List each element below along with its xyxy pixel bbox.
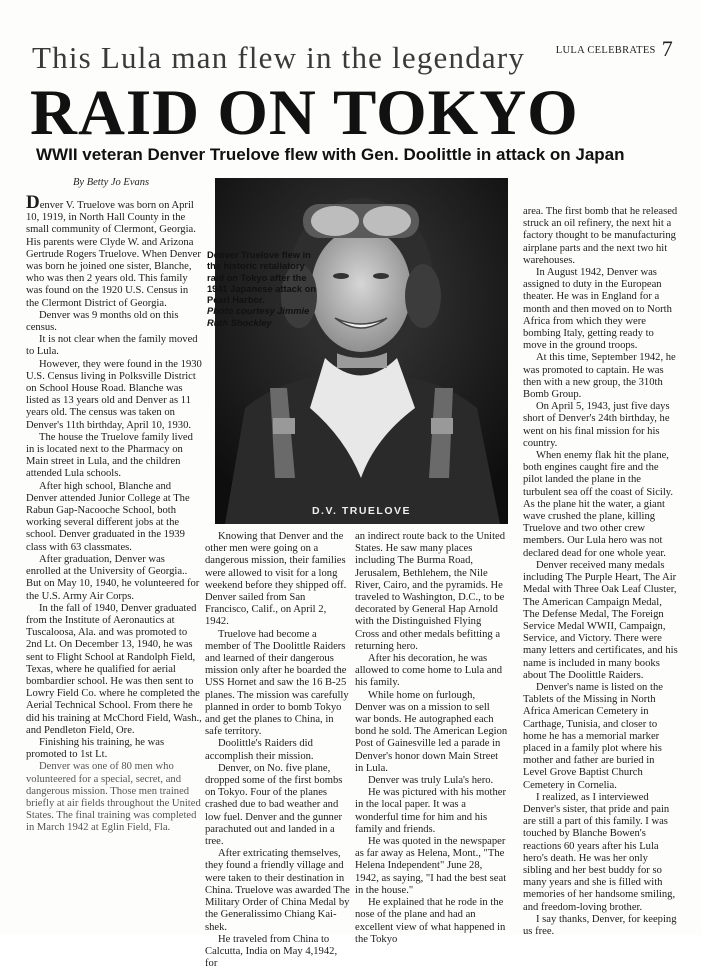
headline: RAID ON TOKYO bbox=[30, 77, 579, 149]
paragraph: Denver was one of 80 men who volunteered for a special, secret, and dangerous mission. Those men trained briefly at air fields throughout the United States. The final training was completed in March 1942 at Eglin Field, Fla. bbox=[26, 761, 201, 834]
page-number: 7 bbox=[661, 36, 673, 61]
photo-caption bbox=[207, 250, 317, 329]
paragraph: When enemy flak hit the plane, both engines caught fire and the pilot landed the plane in the turbulent sea off the coast of Sicily. As the plane hit the water, a giant wave crushed the plane, killing Truelove and two other crew members. Our Lula hero was not declared dead for one whole year. bbox=[523, 450, 674, 559]
paragraph: an indirect route back to the United States. He saw many places including The Burma Road, Jerusalem, Bethlehem, the Nile River, Cairo, and the pyramids. He traveled to Washington, D.C., to be decorated by General Hap Arnold with the Distinguished Flying Cross and other medals befitting a returning hero. bbox=[355, 531, 506, 652]
article-column-3 bbox=[355, 531, 508, 946]
paragraph: He traveled from China to Calcutta, India on May 4,1942, for bbox=[205, 933, 338, 970]
article-column-4 bbox=[523, 206, 679, 938]
paragraph: Finishing his training, he was promoted to 1st Lt. bbox=[26, 736, 165, 761]
paragraph: Denver was 9 months old on this census. bbox=[26, 309, 179, 334]
paragraph: In the fall of 1940, Denver graduated from the Institute of Aeronautics at Tuscaloosa, Ala. and was promoted to 2nd Lt. On December 13, 1940, he was sent to Flight School at Randolph Field, Texas, where he qualified for aerial bombardier school. He was then sent to Lowry Field Co. where he completed the Aerial Technical School. From there he did his training at McChord Field, Wash., and Pendleton Field, Ore. bbox=[26, 602, 202, 736]
paragraph: area. The first bomb that he released struck an oil refinery, the next hit a factory thought to be manufacturing airplane parts and the next two hit warehouses. bbox=[523, 206, 678, 266]
paragraph: Truelove had become a member of The Doolittle Raiders and learned of their dangerous mission only after he boarded the USS Hornet and saw the 16 B-25 planes. The mission was carefully planned in order to bomb Tokyo and get the planes to China, in safe territory. bbox=[205, 628, 349, 738]
caption-text: Denver Truelove flew in the historic retaliatory raid on Tokyo after the 1941 Japanese attack on Pearl Harbor. bbox=[207, 250, 317, 306]
subheadline: WWII veteran Denver Truelove flew with Gen. Doolittle in attack on Japan bbox=[36, 145, 625, 164]
paragraph: On April 5, 1943, just five days short of Denver's 24th birthday, he went on his final mission for his country. bbox=[523, 401, 670, 449]
section-label: LULA CELEBRATES bbox=[555, 45, 656, 56]
paragraph: He was quoted in the newspaper as far away as Helena, Mont., "The Helena Independent" June 28, 1942, as saying, "I had the best seat in the house." bbox=[355, 836, 507, 896]
drop-cap: D bbox=[26, 192, 40, 213]
pilot-portrait-illustration bbox=[215, 178, 508, 524]
paragraph: The house the Truelove family lived in is located next to the Pharmacy on Main street in Lula, and the children attended Lula schools. bbox=[26, 431, 193, 480]
paragraph: I say thanks, Denver, for keeping us free. bbox=[523, 913, 677, 937]
paragraph: At this time, September 1942, he was promoted to captain. He was then with a new group, the 310th Bomb Group. bbox=[523, 352, 676, 401]
paragraph: After high school, Blanche and Denver attended Junior College at The Rabun Gap-Nacooche School, both working several different jobs at the school. Denver graduated in the 1939 class with 63 classmates. bbox=[26, 480, 190, 553]
paragraph: After graduation, Denver was enrolled at the University of Georgia.. But on May 10, 1940, he volunteered for the U.S. Army Air Corps. bbox=[26, 553, 200, 602]
portrait-photo bbox=[215, 178, 508, 524]
paragraph: While home on furlough, Denver was on a mission to sell war bonds. He autographed each bond he sold. The American Legion Post of Gainesville led a parade in Denver's honor down Main Street in Lula. bbox=[355, 689, 508, 774]
paragraph: Denver was truly Lula's hero. bbox=[368, 775, 494, 787]
article-column-1 bbox=[26, 192, 202, 835]
headline-kicker: This Lula man flew in the legendary bbox=[32, 40, 526, 75]
paragraph: However, they were found in the 1930 U.S. Census living in Polksville District on School House Road. Blanche was listed as 13 years old and Denver as 11 years old. The census was taken on Denver's 11th birthday, April 10, 1930. bbox=[26, 358, 202, 431]
paragraph: He explained that he rode in the nose of the plane and had an excellent view of what happened in the Tokyo bbox=[355, 897, 506, 945]
paragraph: Doolittle's Raiders did accomplish their mission. bbox=[205, 738, 314, 762]
paragraph: He was pictured with his mother in the local paper. It was a wonderful time for him and his family and friends. bbox=[355, 787, 506, 835]
paragraph: In August 1942, Denver was assigned to duty in the European theater. He was in England for a month and then moved on to North Africa from which they were bombing Italy, getting ready to move in the ground troops. bbox=[523, 267, 672, 352]
byline: By Betty Jo Evans bbox=[73, 177, 150, 188]
paragraph: It is not clear when the family moved to Lula. bbox=[26, 334, 198, 358]
photo-nameplate: D.V. TRUELOVE bbox=[311, 505, 412, 517]
caption-credit: Photo courtesy Jimmie Ruth Shockley bbox=[207, 306, 310, 328]
paragraph: Denver V. Truelove was born on April 10, 1919, in North Hall County in the small community of Clermont, Georgia. His parents were Clyde W. and Arizona Gertrude Rogers Truelove. When Denver was born he joined one sister, Blanche, who was then 2 years old. This family was found on the 1920 U.S. Census in the Clermont District of Georgia. bbox=[26, 192, 201, 309]
paragraph: I realized, as I interviewed Denver's sister, that pride and pain are still a part of this family. I was touched by Blanche Bowen's reactions 60 years after his Lula hero's death. He was her only sibling and her best buddy for so many years and she is filled with memories of her handsome smiling, and freedom-loving brother. bbox=[523, 791, 676, 913]
paragraph: After his decoration, he was allowed to come home to Lula and his family. bbox=[355, 653, 503, 689]
article-column-2 bbox=[205, 531, 351, 970]
paragraph: Denver, on No. five plane, dropped some of the first bombs on Tokyo. Four of the planes crashed due to bad weather and low fuel. Denver and the gunner parachuted out and landed in a tree. bbox=[205, 762, 343, 848]
paragraph: Knowing that Denver and the other men were going on a dangerous mission, their families were allowed to visit for a long weekend before they shipped off. Denver sailed from San Francisco, Calif., on April 2, 1942. bbox=[205, 531, 347, 628]
paragraph: Denver received many medals including The Purple Heart, The Air Medal with Three Oak Leaf Cluster, The American Campaign Medal, The Defense Medal, The Foreign Service Medal WWII, Campaign, Service, and Victory. There were many letters and certificates, and his name is included in many books about The Doolittle Raiders. bbox=[523, 559, 678, 681]
paragraph: Denver's name is listed on the Tablets of the Missing in North Africa American Cemetery in Carthage, Tunisia, and closer to home he has a memorial marker placed in a family plot where his mother and father are buried in Level Grove Baptist Church Cemetery in Cornelia. bbox=[523, 681, 663, 791]
paragraph: After extricating themselves, they found a friendly village and were taken to their destination in China. Truelove was awarded The Military Order of China Medal by the Generalissimo Chiang Kai-shek. bbox=[205, 848, 350, 933]
